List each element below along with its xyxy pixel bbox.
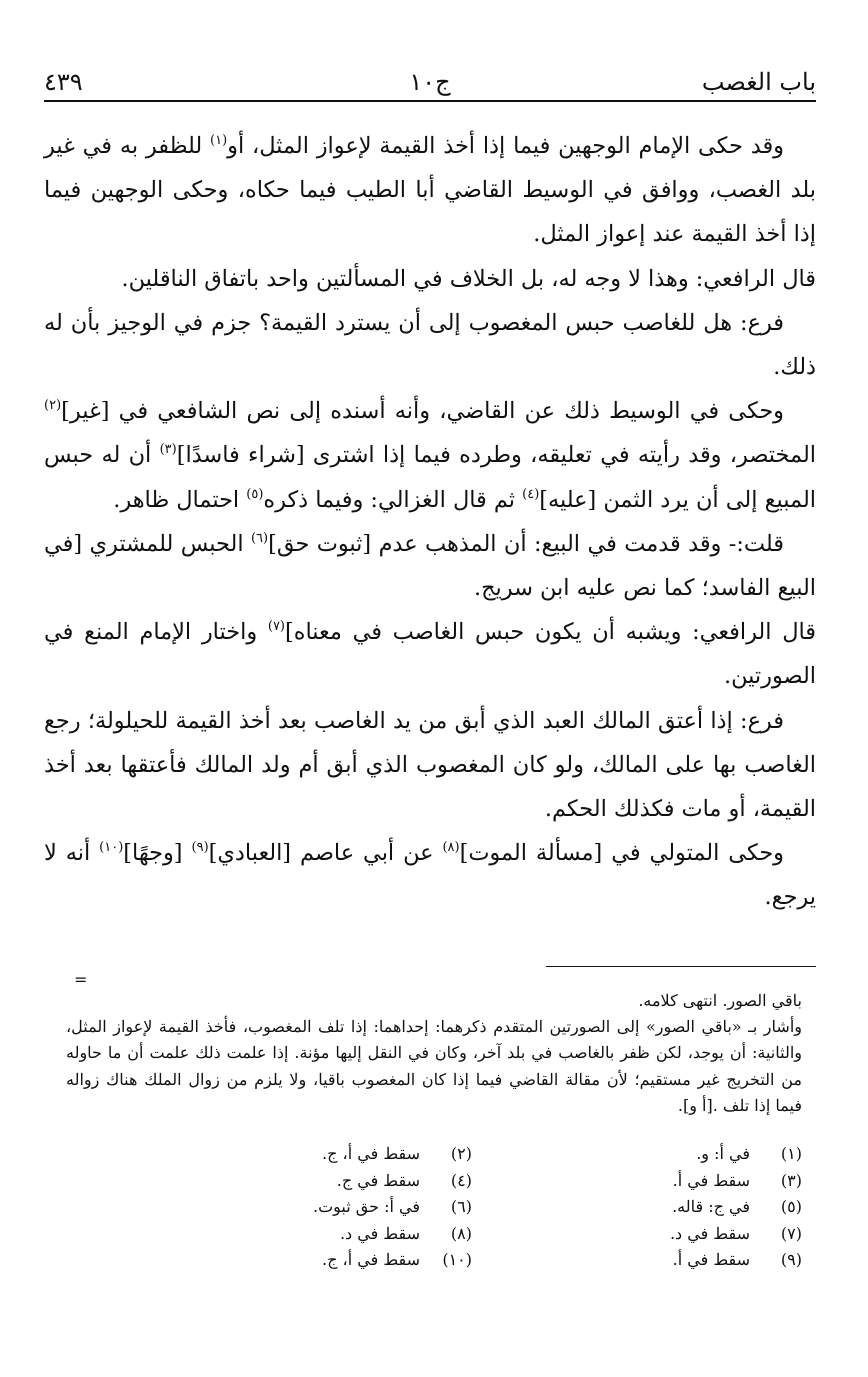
text-run: قلت:- وقد قدمت في البيع: أن المذهب عدم [ثبوت حق] [268,530,784,557]
text-run: الحبس للمشتري [في البيع الفاسد؛ كما نص عليه ابن سريج. [44,530,816,602]
footnote-ref: (٢) [44,398,62,414]
main-text [44,124,816,920]
footnote-row [66,1194,802,1221]
text-run: واختار الإمام المنع في الصورتين. [44,619,816,690]
footnote-text: في أ: حق ثبوت. [312,1197,420,1216]
footnote-ref: (١) [210,133,228,148]
footnote [696,1141,802,1168]
paragraph [44,831,816,919]
text-run: المختصر، وقد رأيته في تعليقه، وطرده فيما إذا اشترى [شراء فاسدًا] [176,442,816,469]
footnote [322,1247,472,1274]
paragraph [44,257,816,301]
footnote-text: سقط في أ. [672,1250,750,1269]
text-run: عن أبي عاصم [العبادي] [208,840,443,867]
footnote [673,1247,802,1274]
footnote-text: في ج: قاله. [672,1197,750,1216]
footnote-number: (٦) [450,1197,472,1216]
footnote-continuation-line: باقي الصور. انتهى كلامه. [638,991,802,1010]
footnote-number: (١) [780,1144,802,1163]
footnote-continuation-paragraph: وأشار بـ «باقي الصور» إلى الصورتين المتقدم ذكرهما: إحداهما: إذا تلف المغصوب، فأخذ القيمة لإعواز المثل، والثانية: أن يوجد، لكن ظفر بالغاصب في بلد آخر، وكان في النقل إليها مؤنة. إذا علمت ذلك علمت أن ما حاوله من التخريج غير مستقيم؛ لأن مقالة القاضي فيما إذا كان المغصوب باقيا، ولا يلزم من زوال الملك هناك زواله فيما إذا تلف .[أ و]. [66,1017,803,1115]
paragraph [44,301,816,389]
footnote-ref: (٣) [159,442,177,458]
footnote-text: سقط في أ. [672,1170,750,1190]
footnote-text: سقط في د. [669,1223,750,1243]
footnote [340,1221,472,1248]
footnote-ref: (٧) [267,619,285,635]
footnote-ref: (١٠) [99,840,124,856]
footnote-number: (٨) [450,1223,472,1243]
footnote-ref: (٥) [246,486,264,502]
text-run: للظفر به في غير بلد الغصب، ووافق في الوسيط القاضي أبا الطيب فيما حكاه، وحكى الوجهين فيما إذا أخذ القيمة عند إعواز المثل. [44,133,816,248]
footnote-ref: (٤) [522,486,540,502]
footnote-text: سقط في د. [339,1223,420,1243]
footnote-text: سقط في أ، ج. [322,1250,420,1269]
paragraph [44,124,816,257]
footnote [670,1221,802,1248]
text-run: وحكى في الوسيط ذلك عن القاضي، وأنه أسنده إلى نص الشافعي في [غير] [61,398,784,425]
chapter-title: باب الغصب [701,68,816,96]
footnote-row [66,1168,802,1195]
footnote-number: (٧) [780,1223,802,1243]
footnote-number: (٩) [780,1250,802,1269]
footnote [337,1168,472,1195]
volume-label: ج١٠ [409,68,451,96]
running-header [44,58,816,102]
footnote-number: (٣) [780,1170,802,1190]
footnote-text: سقط في ج. [336,1170,420,1190]
paragraph [44,389,816,522]
paragraph [44,522,816,610]
paragraph [44,610,816,698]
footnote-text: في أ: و. [696,1144,750,1163]
text-run: قال الرافعي: وهذا لا وجه له، بل الخلاف في المسألتين واحد باتفاق الناقلين. [121,265,816,292]
footnote-continuation-mark: = [74,970,88,989]
footnote [672,1194,802,1221]
paragraph [44,699,816,832]
footnote-number: (٤) [450,1170,472,1190]
text-run: احتمال ظاهر. [113,486,247,513]
footnote-row [66,1141,802,1168]
footnote-number: (٢) [450,1144,472,1163]
footnote-ref: (٩) [191,840,209,856]
footnote [673,1168,802,1195]
footnote-ref: (٨) [442,840,460,856]
footnote-text: سقط في أ، ج. [322,1144,420,1163]
text-run: فرع: هل للغاصب حبس المغصوب إلى أن يسترد القيمة؟ جزم في الوجيز بأن له ذلك. [44,309,816,381]
text-run: [وجهًا] [123,840,192,867]
text-run: أن له حبس المبيع إلى أن يرد الثمن [عليه] [44,442,816,513]
text-run: قال الرافعي: ويشبه أن يكون حبس الغاصب في معناه] [285,619,816,646]
footnote-row [66,1247,802,1274]
footnote-continuation [66,988,802,1119]
footnote [313,1194,472,1221]
text-run: فرع: إذا أعتق المالك العبد الذي أبق من يد الغاصب بعد أخذ القيمة للحيلولة؛ رجع الغاصب بها على المالك، ولو كان المغصوب الذي أبق أم ولد المالك فأعتقها بعد أخذ القيمة، أو مات فكذلك الحكم. [44,707,816,823]
footnote-ref: (٦) [250,530,269,546]
text-run: ثم قال الغزالي: وفيما ذكره [263,486,523,513]
header-rule [44,100,816,102]
footnote-number: (١٠) [442,1250,472,1269]
footnote-list [66,1141,802,1274]
text-run: وحكى المتولي في [مسألة الموت] [459,840,784,867]
footnote-separator [546,966,816,967]
page-number: ٤٣٩ [44,68,83,96]
footnote-number: (٥) [780,1197,802,1216]
text-run: أنه لا يرجع. [44,840,816,911]
footnote [322,1141,472,1168]
footnote-row [66,1221,802,1248]
text-run: وقد حكى الإمام الوجهين فيما إذا أخذ القيمة لإعواز المثل، أو [227,133,784,159]
